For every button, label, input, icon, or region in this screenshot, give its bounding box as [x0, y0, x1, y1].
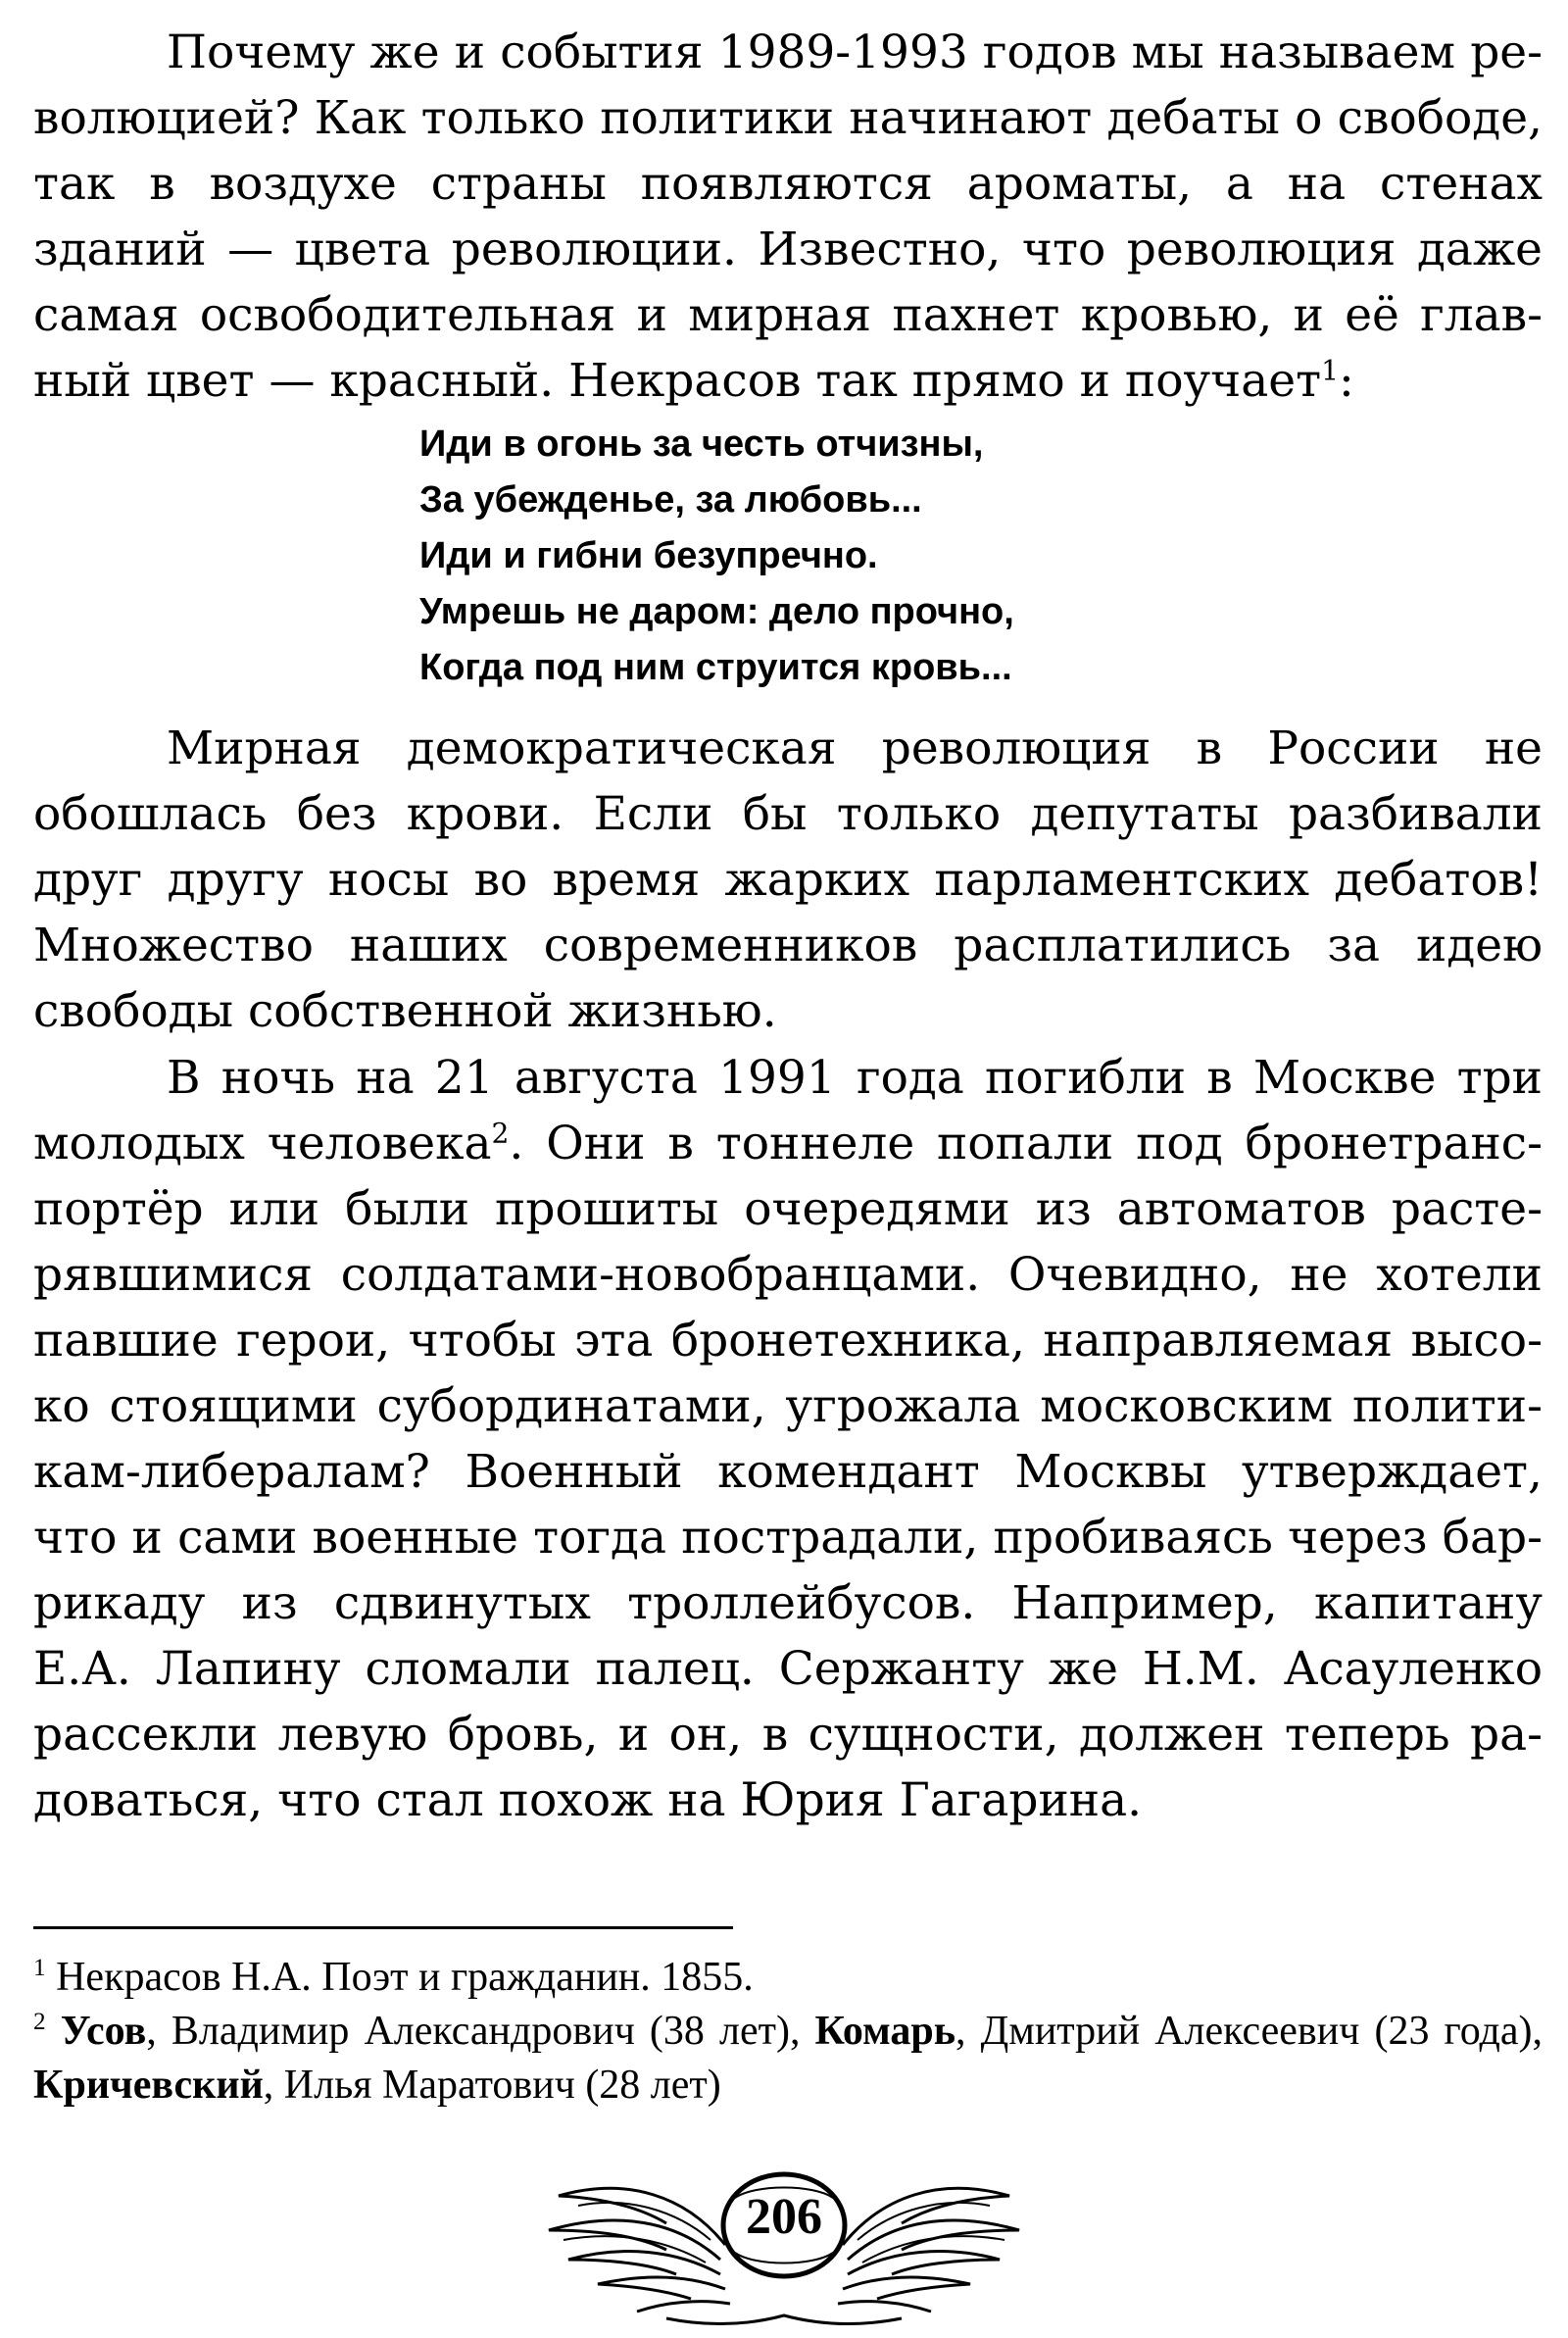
- paragraph-1-text: Почему же и события 1989-1993 годов мы называем революцией? Как только политики начинают дебаты о свободе, так в воздухе страны появляются ароматы, а на стенах зданий — цвета революции. Известно, что революция даже самая освободительная и мирная пахнет кровью, и её главный цвет — красный. Некрасов так прямо и поучает: [33, 25, 1543, 408]
- footnotes: [33, 1951, 1543, 2113]
- paragraph-2: [33, 716, 1543, 1044]
- poem-line: За убежденье, за любовь...: [419, 479, 922, 521]
- footnote-marker: 2: [33, 2009, 46, 2035]
- poem-quote: [419, 417, 1301, 696]
- footnote-ref-1[interactable]: 1: [1321, 354, 1340, 387]
- poem-line: Когда под ним струится кровь...: [419, 647, 1012, 688]
- paragraph-2-text: Мирная демократическая революция в России не обошлась без крови. Если бы только депутаты разбивали друг другу носы во время жарких парламентских дебатов! Множество наших современников расплатились за идею свободы собственной жизнью.: [33, 721, 1543, 1038]
- paragraph-1: [33, 20, 1543, 414]
- footnote-1: [33, 1951, 1543, 2005]
- poem-line: Умрешь не даром: дело прочно,: [419, 591, 1014, 632]
- footnote-text: Некрасов Н.А. Поэт и гражданин. 1855.: [56, 1955, 754, 2000]
- footnote-ref-2[interactable]: 2: [491, 1117, 510, 1150]
- footnote-marker: 1: [33, 1955, 46, 1981]
- paragraph-3-rest: . Они в тоннеле попали под бронетранспортёр или были прошиты очередями из автоматов растерявшимися солдатами-новобранцами. Очевидно, не хотели павшие герои, чтобы эта бронетехника, направляемая высоко стоящими субординатами, угрожала московским политикам-либералам? Военный комендант Москвы утверждает, что и сами военные тогда пострадали, пробиваясь через баррикаду из сдвинутых троллейбусов. Например, капитану Е.А. Лапину сломали палец. Сержанту же Н.М. Асауленко рассекли левую бровь, и он, в сущности, должен теперь радоваться, что стал похож на Юрия Гагарина.: [33, 1117, 1544, 1827]
- poem-line: Иди и гибни безупречно.: [419, 535, 878, 576]
- victim-name: Кричевский: [33, 2063, 264, 2108]
- footnote-2: [33, 2005, 1543, 2113]
- poem-line: Иди в огонь за честь отчизны,: [419, 423, 984, 465]
- page-number: 206: [746, 2189, 822, 2245]
- victim-details: , Илья Маратович (28 лет): [263, 2063, 721, 2108]
- victim-name: Комарь: [814, 2009, 956, 2054]
- paragraph-3-start: В ночь на 21 августа 1991 года погибли в Москве три молодых человека: [33, 1051, 1543, 1170]
- paragraph-3: [33, 1045, 1543, 1833]
- victim-details: , Дмитрий Алексеевич (23 года),: [956, 2009, 1544, 2054]
- victim-name: Усов: [60, 2009, 147, 2054]
- victim-details: , Владимир Александрович (38 лет),: [146, 2009, 815, 2054]
- paragraph-1-end: :: [1339, 354, 1354, 408]
- footnote-divider: [33, 1926, 733, 1929]
